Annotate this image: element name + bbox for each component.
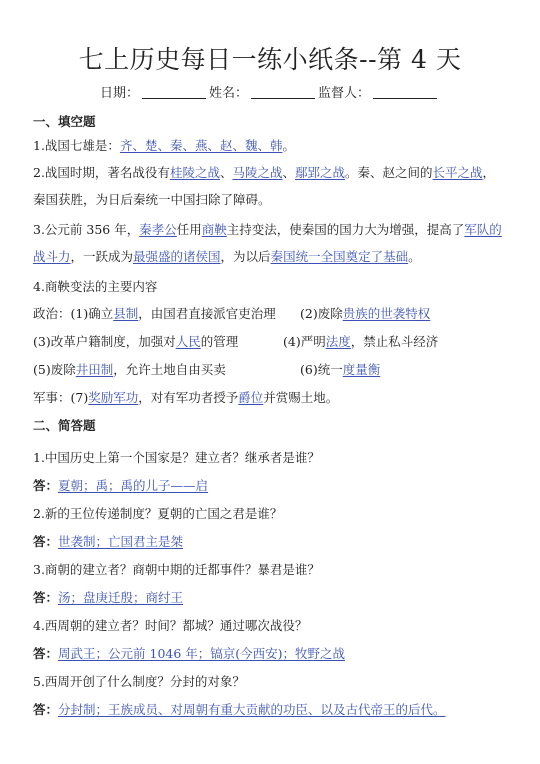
answer-text: 井田制 [75, 362, 114, 377]
sa-question-4: 4.西周朝的建立者？时间？都城？通过哪次战役？ [33, 618, 308, 633]
reform-item-2 [300, 306, 430, 322]
date-blank[interactable] [142, 85, 206, 99]
question-text: 3.公元前 356 年， [33, 222, 140, 237]
reform-item-6 [300, 362, 380, 378]
answer-text: 鄢郢之战 [295, 165, 346, 180]
reform-item-4 [283, 334, 438, 350]
name-blank[interactable] [251, 85, 315, 99]
answer-label: 答： [33, 590, 59, 605]
section-heading-fill-in: 一、填空题 [33, 114, 96, 129]
answer-text: 贵族的世袭特权 [342, 306, 431, 321]
answer-text: 奖励军功 [88, 390, 139, 405]
answer-label: 答： [33, 534, 59, 549]
answer-text: 度量衡 [342, 362, 381, 377]
question-text: 、 [219, 165, 233, 180]
item-text: ，对有军功者授予 [138, 390, 239, 405]
sa-answer-1 [33, 478, 512, 494]
question-text: 1.战国七雄是： [33, 138, 120, 153]
answer-text: 马陵之战 [232, 165, 283, 180]
question-text: ，一跃成为 [70, 249, 134, 264]
reform-item-3 [33, 334, 238, 350]
question-text: 。秦、赵之间的 [345, 165, 433, 180]
answer-text: 分封制；王族成员、对周朝有重大贡献的功臣、以及古代帝王的后代。 [58, 702, 446, 717]
item-text: (3)改革户籍制度，加强对 [33, 334, 176, 349]
answer-text: 周武王；公元前 1046 年；镐京(今西安)；牧野之战 [58, 646, 346, 661]
item-text: (4)严明 [283, 334, 326, 349]
reform-item-1 [33, 306, 276, 322]
section-heading-short-answer: 二、简答题 [33, 418, 96, 433]
answer-text: 人民 [175, 334, 201, 349]
question-1 [33, 138, 512, 154]
question-text: 。 [408, 249, 421, 264]
answer-label: 答： [33, 702, 59, 717]
item-text: ，允许土地自由买卖 [113, 362, 226, 377]
reform-item-7 [33, 390, 512, 406]
question-text: 2.战国时期，著名战役有 [33, 165, 170, 180]
sa-answer-4 [33, 646, 512, 662]
answer-text: 爵位 [238, 390, 264, 405]
question-text: 任用 [176, 222, 202, 237]
supervisor-label: 监督人： [318, 86, 371, 101]
answer-text: 秦孝公 [139, 222, 177, 237]
sa-question-1: 1.中国历史上第一个国家是？建立者？继承者是谁？ [33, 450, 320, 465]
supervisor-blank[interactable] [373, 85, 437, 99]
sa-answer-2 [33, 534, 512, 550]
military-label: 军事： [33, 390, 71, 405]
answer-text: 桂陵之战 [169, 165, 220, 180]
question-text: 、 [282, 165, 295, 180]
question-text: ，为以后 [220, 249, 271, 264]
answer-text: 夏朝；禹；禹的儿子——启 [58, 478, 209, 493]
answer-text: 商鞅 [201, 222, 227, 237]
item-text: 并赏赐土地。 [263, 390, 339, 405]
answer-text: 秦国统一全国奠定了基础 [270, 249, 409, 264]
answer-text: 军队的 [464, 222, 502, 237]
item-text: (5)废除 [33, 362, 76, 377]
question-text: 主持变法，使秦国的国力大为增强，提高了 [226, 222, 465, 237]
item-text: (7) [70, 390, 89, 405]
answer-text: 最强盛的诸侯国 [133, 249, 221, 264]
answer-text: 世袭制；亡国君主是桀 [58, 534, 184, 549]
question-text: 。 [282, 138, 295, 153]
answer-text: 汤；盘庚迁殷；商纣王 [58, 590, 184, 605]
answer-text: 县制 [113, 306, 139, 321]
item-text: (6)统一 [300, 362, 343, 377]
reform-item-5 [33, 362, 226, 378]
sa-answer-5 [33, 702, 512, 718]
date-label: 日期： [99, 86, 139, 101]
item-text: (2)废除 [300, 306, 343, 321]
question-text: ， [482, 165, 496, 180]
answer-label: 答： [33, 478, 59, 493]
question-3-line-1 [33, 222, 512, 238]
question-4-heading: 4.商鞅变法的主要内容 [33, 279, 158, 294]
question-2-line-2: 秦国获胜，为日后秦统一中国扫除了障碍。 [33, 192, 271, 207]
header-fields [0, 82, 540, 101]
item-text: 的管理 [200, 334, 239, 349]
answer-text: 战斗力 [33, 249, 71, 264]
sa-question-2: 2.新的王位传递制度？夏朝的亡国之君是谁？ [33, 506, 283, 521]
answer-label: 答： [33, 646, 59, 661]
politics-label: 政治： [33, 306, 71, 321]
item-text: (1)确立 [70, 306, 114, 321]
question-2-line-1 [33, 165, 512, 181]
answer-text: 长平之战 [432, 165, 483, 180]
sa-question-5: 5.西周开创了什么制度？分封的对象？ [33, 674, 245, 689]
question-3-line-2 [33, 249, 512, 265]
name-label: 姓名： [208, 86, 248, 101]
answer-text: 齐、楚、秦、燕、赵、魏、韩 [119, 138, 283, 153]
item-text: ，禁止私斗经济 [350, 334, 439, 349]
answer-text: 法度 [325, 334, 351, 349]
page-title: 七上历史每日一练小纸条--第 4 天 [78, 45, 462, 74]
sa-answer-3 [33, 590, 512, 606]
item-text: ，由国君直接派官吏治理 [138, 306, 276, 321]
sa-question-3: 3.商朝的建立者？商朝中期的迁都事件？暴君是谁？ [33, 562, 320, 577]
